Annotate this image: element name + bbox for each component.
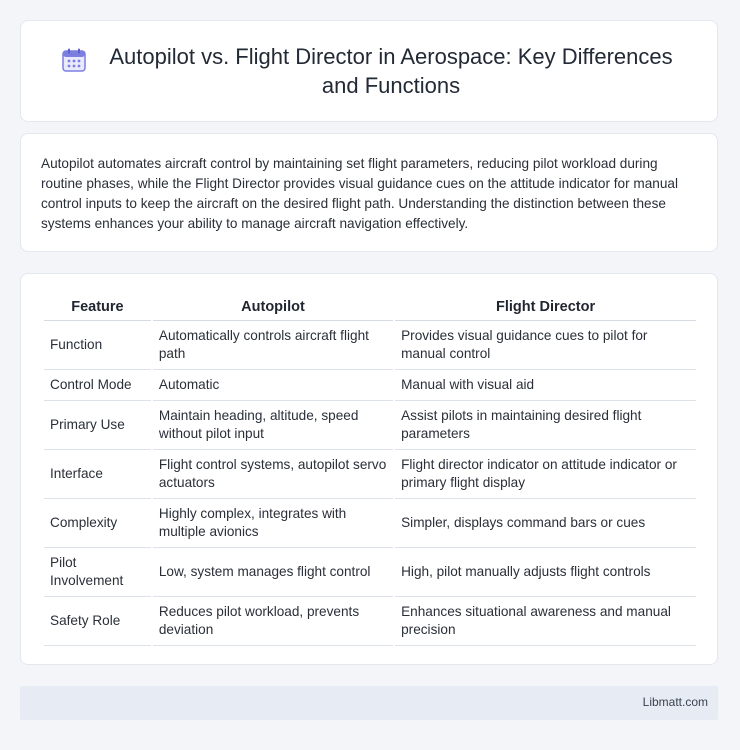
- flight-director-cell: Assist pilots in maintaining desired flight parameters: [395, 401, 696, 450]
- autopilot-cell: Maintain heading, altitude, speed without pilot input: [153, 401, 393, 450]
- flight-director-cell: Flight director indicator on attitude indicator or primary flight display: [395, 450, 696, 499]
- header-flight-director: Flight Director: [395, 294, 696, 321]
- flight-director-cell: Enhances situational awareness and manual precision: [395, 597, 696, 646]
- flight-director-cell: High, pilot manually adjusts flight controls: [395, 548, 696, 597]
- flight-director-cell: Manual with visual aid: [395, 370, 696, 401]
- autopilot-cell: Automatic: [153, 370, 393, 401]
- flight-director-cell: Provides visual guidance cues to pilot for manual control: [395, 321, 696, 370]
- feature-cell: Complexity: [44, 499, 151, 548]
- feature-cell: Interface: [44, 450, 151, 499]
- footer-site-link[interactable]: Libmatt.com: [642, 695, 708, 709]
- feature-cell: Primary Use: [44, 401, 151, 450]
- table-row: [44, 597, 696, 646]
- feature-cell: Function: [44, 321, 151, 370]
- autopilot-cell: Flight control systems, autopilot servo actuators: [153, 450, 393, 499]
- autopilot-cell: Reduces pilot workload, prevents deviation: [153, 597, 393, 646]
- footer-bar: [20, 686, 718, 720]
- feature-cell: Control Mode: [44, 370, 151, 401]
- intro-card: [20, 133, 718, 252]
- autopilot-cell: Automatically controls aircraft flight path: [153, 321, 393, 370]
- table-row: [44, 321, 696, 370]
- table-row: [44, 499, 696, 548]
- table-row: [44, 548, 696, 597]
- header-feature: Feature: [44, 294, 151, 321]
- table-header-row: [44, 294, 696, 321]
- calendar-icon: [61, 47, 87, 73]
- autopilot-cell: Highly complex, integrates with multiple avionics: [153, 499, 393, 548]
- comparison-table: [42, 294, 698, 646]
- feature-cell: Safety Role: [44, 597, 151, 646]
- table-row: [44, 450, 696, 499]
- title-card: [20, 20, 718, 122]
- autopilot-cell: Low, system manages flight control: [153, 548, 393, 597]
- header-autopilot: Autopilot: [153, 294, 393, 321]
- table-row: [44, 401, 696, 450]
- intro-paragraph: Autopilot automates aircraft control by maintaining set flight parameters, reducing pilot workload during routine phases, while the Flight Director provides visual guidance cues on the attitude indicator for manual control inputs to keep the aircraft on the desired flight path. Understanding the distinction between these systems enhances your ability to manage aircraft navigation effectively.: [41, 156, 678, 231]
- table-row: [44, 370, 696, 401]
- title-wrap: [21, 21, 717, 121]
- flight-director-cell: Simpler, displays command bars or cues: [395, 499, 696, 548]
- feature-cell: Pilot Involvement: [44, 548, 151, 597]
- comparison-card: [20, 273, 718, 665]
- page-title: Autopilot vs. Flight Director in Aerospace: Key Differences and Functions: [109, 44, 673, 98]
